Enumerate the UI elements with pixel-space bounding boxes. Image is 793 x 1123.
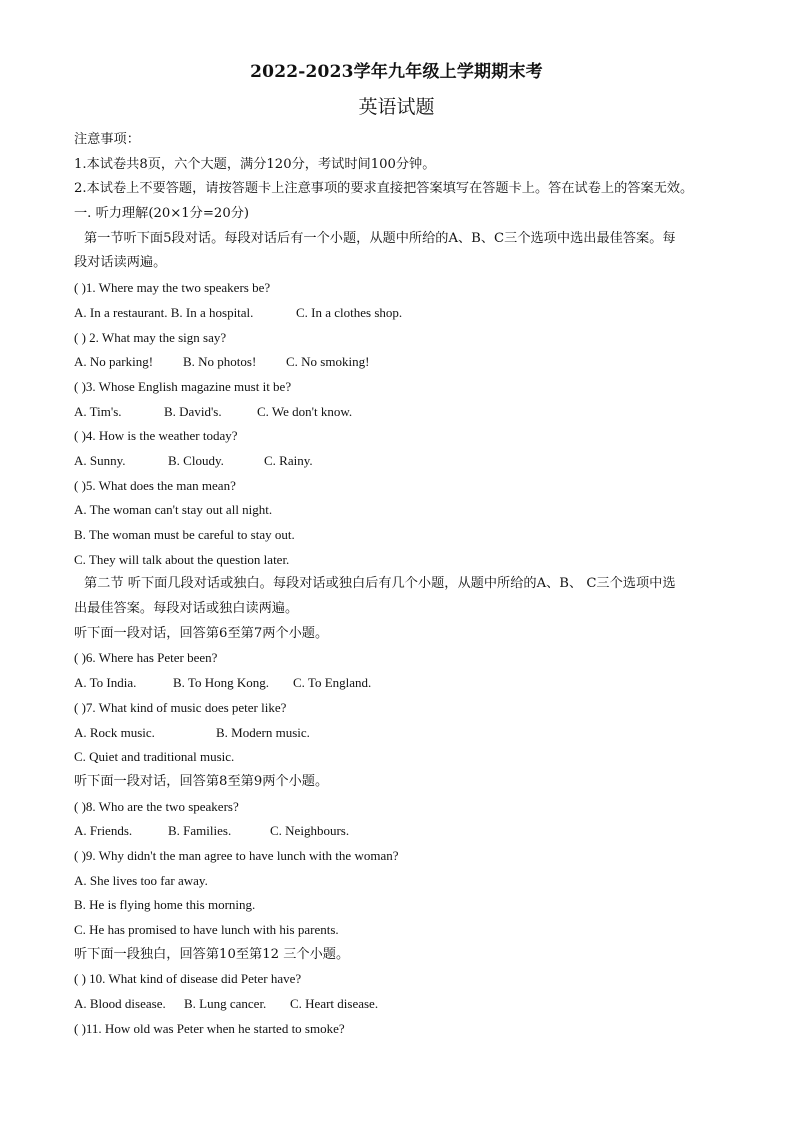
part2-instructions-line-1: 第二节 听下面几段对话或独白。每段对话或独白后有几个小题，从题中所给的A、B、 C三个选项中选 xyxy=(84,576,676,592)
question-1: ( )1. Where may the two speakers be? xyxy=(74,280,271,296)
notes-item-2: 2.本试卷上不要答题，请按答题卡上注意事项的要求直接把答案填写在答题卡上。答在试卷上的答案无效。 xyxy=(74,181,694,197)
question-8-options xyxy=(74,819,734,844)
question-5-option-a: A. The woman can't stay out all night. xyxy=(74,502,273,518)
exam-title: 2022-2023学年九年级上学期期末考 xyxy=(250,62,543,82)
question-8-option-c: C. Neighbours. xyxy=(270,823,350,839)
part2-instructions-line-2: 出最佳答案。每段对话或独白读两遍。 xyxy=(74,601,299,617)
question-6-option-a: A. To India. xyxy=(74,675,137,691)
question-9-option-c: C. He has promised to have lunch with his parents. xyxy=(74,922,339,937)
part1-instructions-line-1: 第一节听下面5段对话。每段对话后有一个小题，从题中所给的A、B、C三个选项中选出最佳答案。每 xyxy=(84,230,676,246)
question-4: ( )4. How is the weather today? xyxy=(74,428,238,444)
question-10-options xyxy=(74,992,734,1017)
question-10: ( ) 10. What kind of disease did Peter have? xyxy=(74,971,302,987)
question-9: ( )9. Why didn't the man agree to have lunch with the woman? xyxy=(74,847,399,863)
question-3: ( )3. Whose English magazine must it be? xyxy=(74,378,292,394)
question-6-option-b: B. To Hong Kong. xyxy=(173,675,269,691)
question-5-option-b: B. The woman must be careful to stay out. xyxy=(74,527,295,542)
question-1-option-c: C. In a clothes shop. xyxy=(296,304,403,320)
question-6: ( )6. Where has Peter been? xyxy=(74,650,218,666)
part1-instructions-line-2: 段对话读两遍。 xyxy=(74,255,167,271)
question-2-option-a: A. No parking! xyxy=(74,354,154,370)
dialog-2-intro: 听下面一段对话，回答第8至第9两个小题。 xyxy=(74,773,329,789)
question-8-option-b: B. Families. xyxy=(168,823,232,839)
notes-heading: 注意事项： xyxy=(74,132,140,147)
question-3-option-b: B. David's. xyxy=(164,403,222,419)
question-8: ( )8. Who are the two speakers? xyxy=(74,798,239,814)
question-2-option-c: C. No smoking! xyxy=(286,354,370,370)
question-8-option-a: A. Friends. xyxy=(74,823,133,839)
question-6-option-c: C. To England. xyxy=(293,675,372,691)
section-heading: 一. 听力理解(20×1分=20分) xyxy=(74,206,250,222)
question-9-option-b: B. He is flying home this morning. xyxy=(74,897,256,913)
question-2: ( ) 2. What may the sign say? xyxy=(74,329,227,345)
question-9-option-a: A. She lives too far away. xyxy=(74,872,208,888)
question-7-option-a: A. Rock music. xyxy=(74,724,155,740)
question-3-options xyxy=(74,400,734,425)
question-4-option-b: B. Cloudy. xyxy=(168,452,224,468)
question-5: ( )5. What does the man mean? xyxy=(74,477,236,493)
question-3-option-a: A. Tim's. xyxy=(74,403,122,419)
notes-item-1: 1.本试卷共8页，六个大题，满分120分，考试时间100分钟。 xyxy=(74,156,436,172)
question-4-option-a: A. Sunny. xyxy=(74,452,126,468)
question-6-options xyxy=(74,671,734,696)
question-10-option-b: B. Lung cancer. xyxy=(184,996,267,1012)
question-7-option-b: B. Modern music. xyxy=(216,724,310,740)
question-2-option-b: B. No photos! xyxy=(183,354,257,370)
question-11: ( )11. How old was Peter when he started to smoke? xyxy=(74,1020,345,1036)
question-7-option-c: C. Quiet and traditional music. xyxy=(74,749,235,765)
exam-subtitle: 英语试题 xyxy=(358,96,435,118)
exam-body xyxy=(74,128,734,1041)
question-4-options xyxy=(74,449,734,474)
question-7: ( )7. What kind of music does peter like? xyxy=(74,699,287,715)
monologue-intro: 听下面一段独白，回答第10至第12 三个小题。 xyxy=(74,946,350,962)
question-1-option-ab: A. In a restaurant. B. In a hospital. xyxy=(74,304,254,320)
question-7-options xyxy=(74,721,734,746)
dialog-1-intro: 听下面一段对话，回答第6至第7两个小题。 xyxy=(74,625,329,641)
question-1-options xyxy=(74,301,734,326)
question-3-option-c: C. We don't know. xyxy=(257,403,353,419)
question-10-option-a: A. Blood disease. xyxy=(74,996,166,1012)
question-5-option-c: C. They will talk about the question later. xyxy=(74,551,290,567)
question-2-options xyxy=(74,350,734,375)
question-10-option-c: C. Heart disease. xyxy=(290,996,379,1012)
question-4-option-c: C. Rainy. xyxy=(264,452,313,468)
